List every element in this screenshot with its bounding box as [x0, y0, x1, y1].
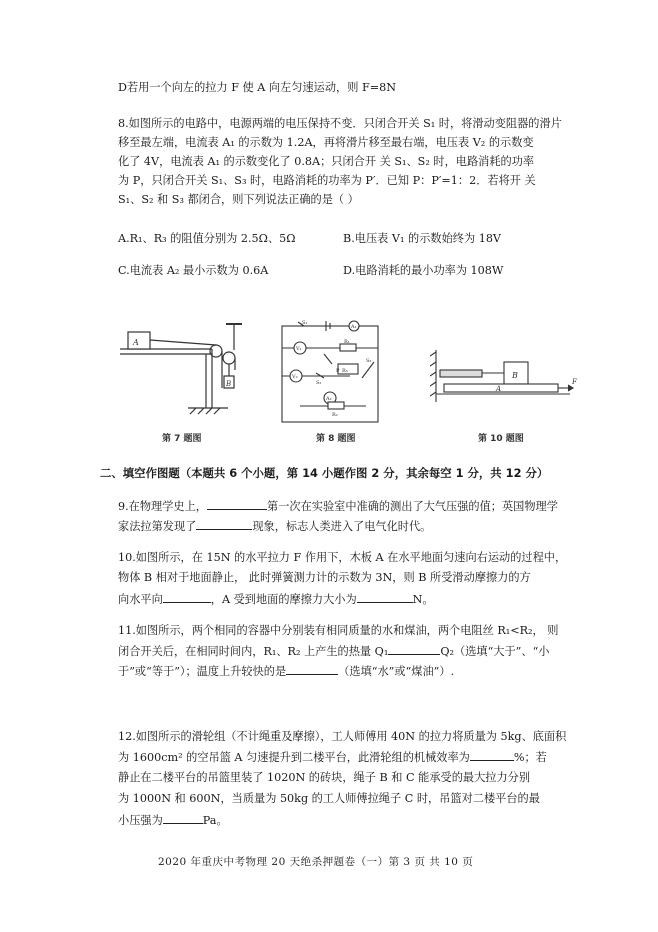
- q12-line-3: 静止在二楼平台的吊篮里装了 1020N 的砖块，绳子 B 和 C 能承受的最大拉力分别: [118, 771, 531, 784]
- q8-option-b: B.电压表 V₁ 的示数始终为 18V: [343, 232, 502, 245]
- fig8-label-r2: R₂: [332, 412, 338, 418]
- q11-line-2: [118, 642, 549, 661]
- fig8-label-a1: A₁: [351, 324, 357, 330]
- fig8-label-s1: S₁: [302, 320, 308, 326]
- q9-blank-2[interactable]: [196, 517, 252, 530]
- q9-line-2: [118, 517, 431, 536]
- q12-text-5b: Pa。: [202, 814, 228, 827]
- q8-line-2: 移至最左端，电流表 A₁ 的示数为 1.2A，再将滑片移至最右端，电压表 V₂ 的示数变: [118, 136, 534, 149]
- q10-blank-1[interactable]: [163, 590, 211, 603]
- q12-line-4: 为 1000N 和 600N，当质量为 50kg 的工人师傅拉绳子 C 时，吊篮对二楼平台的最: [118, 792, 540, 805]
- q9-text-2b: 现象，标志人类进入了电气化时代。: [252, 520, 432, 533]
- fig8-label-a2: A₂: [326, 396, 332, 402]
- q11-text-3b: （选填“水”或“煤油”）.: [338, 665, 455, 678]
- q10-text-3a: 向水平向: [118, 593, 163, 606]
- fig8-label-s2: S₂: [316, 380, 322, 386]
- fig8-label-r1: R₁: [344, 339, 350, 345]
- fig8-label-s3: S₃: [366, 358, 372, 364]
- fig10-label-b: B: [512, 371, 518, 380]
- q10-text-3c: N。: [412, 593, 434, 606]
- q12-blank-2[interactable]: [163, 811, 203, 824]
- q8-line-1: 8.如图所示的电路中，电源两端的电压保持不变．只闭合开关 S₁ 时，将滑动变阻器的滑片: [118, 117, 562, 130]
- q8-option-d: D.电路消耗的最小功率为 108W: [343, 264, 504, 277]
- q12-text-2b: %；若: [513, 751, 547, 764]
- fig10-label-f: F: [572, 378, 577, 386]
- fig8-label-v1: V₁: [296, 346, 302, 352]
- figure-7-pulley: [118, 318, 250, 428]
- q8-line-4: 为 P，只闭合开关 S₁、S₃ 时，电路消耗的功率为 P′．已知 P：P′=1：2．若将开 关: [118, 174, 536, 187]
- q9-blank-1[interactable]: [207, 497, 267, 510]
- page-footer: 2020 年重庆中考物理 20 天绝杀押题卷（一）第 3 页 共 10 页: [158, 856, 474, 868]
- q8-option-a: A.R₁、R₃ 的阻值分别为 2.5Ω、5Ω: [118, 232, 296, 245]
- q8-option-c: C.电流表 A₂ 最小示数为 0.6A: [118, 264, 269, 277]
- q8-line-3: 化了 4V，电流表 A₁ 的示数变化了 0.8A；只闭合开 关 S₁、S₂ 时，电路消耗的功率: [118, 155, 535, 168]
- q10-line-2: 物体 B 相对于地面静止， 此时弹簧测力计的示数为 3N，则 B 所受滑动摩擦力的方: [118, 571, 531, 584]
- option-d-previous: D若用一个向左的拉力 F 使 A 向左匀速运动，则 F=8N: [118, 81, 397, 94]
- q12-text-5a: 小压强为: [118, 814, 163, 827]
- q9-text-2a: 家法拉第发现了: [118, 520, 197, 533]
- figure-8-caption: 第 8 题图: [316, 434, 356, 444]
- fig10-label-a: A: [496, 385, 502, 393]
- figure-8-circuit: [278, 318, 382, 426]
- q11-blank-1[interactable]: [388, 642, 440, 655]
- q8-line-5: S₁、S₂ 和 S₃ 都闭合，则下列说法正确的是（ ）: [118, 193, 359, 206]
- figure-10-friction: [430, 346, 578, 408]
- q11-line-1: 11.如图所示，两个相同的容器中分别装有相同质量的水和煤油，两个电阻丝 R₁<R₂， 则: [118, 624, 559, 637]
- q12-line-5: [118, 811, 228, 830]
- q11-text-2a: 闭合开关后，在相同时间内，R₁、R₂ 上产生的热量 Q₁: [118, 645, 389, 658]
- figure-7-caption: 第 7 题图: [162, 434, 202, 444]
- q9-text-1b: 第一次在实验室中准确的测出了大气压强的值；英国物理学: [267, 500, 558, 513]
- q9-line-1: [118, 497, 558, 516]
- q9-text-1a: 9.在物理学史上，: [118, 500, 207, 513]
- fig8-label-r3: R₃: [342, 368, 348, 374]
- q10-text-3b: ，A 受到地面的摩擦力大小为: [210, 593, 357, 606]
- q12-line-1: 12.如图所示的滑轮组（不计绳重及摩擦），工人师傅用 40N 的拉力将质量为 5kg、底面积: [118, 730, 567, 743]
- q11-blank-2[interactable]: [286, 662, 338, 675]
- q10-line-3: [118, 590, 434, 609]
- fig8-label-v2: V₂: [292, 374, 298, 380]
- q11-line-3: [118, 662, 454, 681]
- section-2-header: 二、填空作图题（本题共 6 个小题，第 14 小题作图 2 分，其余每空 1 分，共 12 分）: [100, 466, 549, 480]
- fig7-label-b: B: [226, 380, 232, 388]
- figure-10-caption: 第 10 题图: [478, 434, 524, 444]
- q12-blank-1[interactable]: [470, 748, 514, 761]
- q12-text-2a: 为 1600cm² 的空吊篮 A 匀速提升到二楼平台，此滑轮组的机械效率为: [118, 751, 470, 764]
- q11-text-3a: 于”或“等于”）；温度上升较快的是: [118, 665, 287, 678]
- q10-line-1: 10.如图所示，在 15N 的水平拉力 F 作用下，木板 A 在水平地面匀速向右运动的过程中，: [118, 551, 567, 564]
- q10-blank-2[interactable]: [357, 590, 413, 603]
- fig7-label-a: A: [133, 338, 139, 347]
- fig8-label-p: P: [336, 368, 340, 374]
- q11-text-2b: Q₂（选填“大于”、“小: [440, 645, 550, 658]
- q12-line-2: [118, 748, 547, 767]
